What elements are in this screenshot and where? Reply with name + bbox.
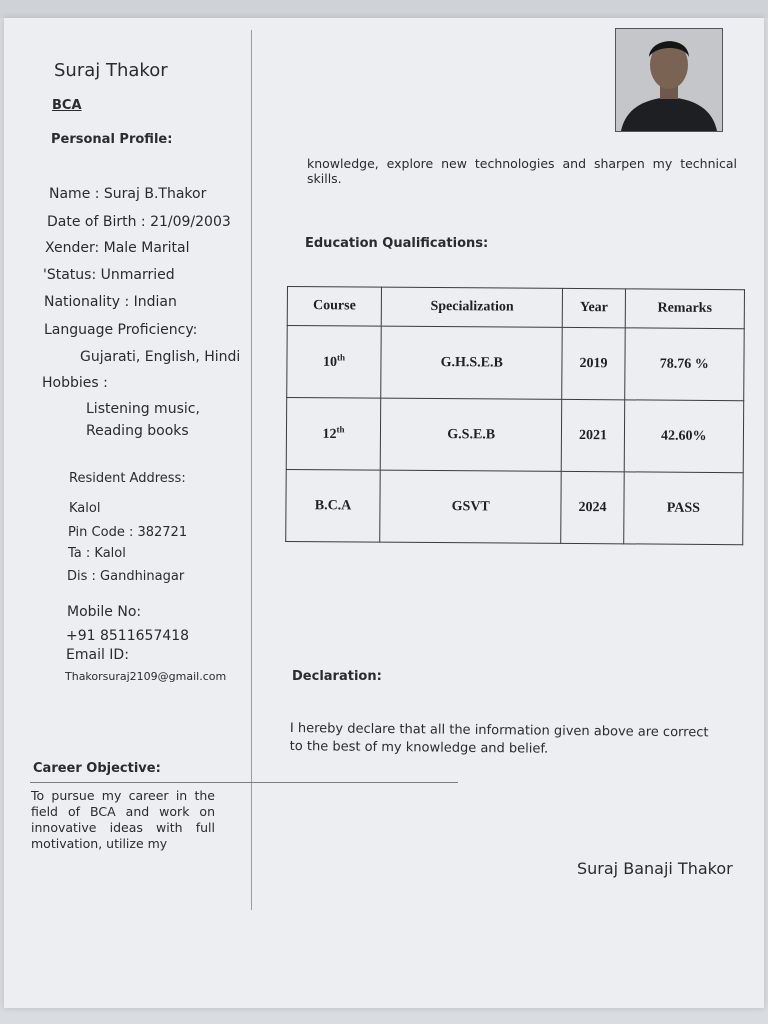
career-objective-text: To pursue my career in the field of BCA and work on innovative ideas with full motivation, utilize my xyxy=(31,788,215,851)
signature-name: Suraj Banaji Thakor xyxy=(577,859,733,878)
table-row xyxy=(286,469,743,544)
profile-field-hobby-2: Reading books xyxy=(86,423,189,439)
profile-field-gender: Xender: Male Marital xyxy=(45,240,190,256)
mobile-label: Mobile No: xyxy=(67,604,142,620)
remarks-cell: PASS xyxy=(623,472,743,545)
address-line: Ta : Kalol xyxy=(68,546,126,561)
table-row xyxy=(287,326,744,401)
year-cell: 2024 xyxy=(561,471,624,543)
course-value: 10 xyxy=(322,355,338,371)
table-header-row xyxy=(287,287,744,329)
profile-field-languages: Gujarati, English, Hindi xyxy=(80,349,241,365)
table-row xyxy=(286,398,743,473)
email-label: Email ID: xyxy=(66,647,129,663)
education-heading: Education Qualifications: xyxy=(305,236,489,251)
career-divider xyxy=(30,782,458,783)
profile-field-dob: Date of Birth : 21/09/2003 xyxy=(47,214,231,230)
course-value: B.C.A xyxy=(314,497,352,513)
declaration-text: I hereby declare that all the information given above are correct to the best of my knowledge and belief. xyxy=(289,720,709,757)
year-cell: 2021 xyxy=(562,399,625,471)
address-line: Dis : Gandhinagar xyxy=(67,569,185,584)
address-line: Kalol xyxy=(69,501,101,516)
column-header-remarks: Remarks xyxy=(625,289,745,329)
mobile-number: +91 8511657418 xyxy=(66,628,190,644)
address-heading: Resident Address: xyxy=(69,471,186,486)
course-value: 12 xyxy=(322,427,337,443)
course-cell xyxy=(286,469,381,542)
email-address: Thakorsuraj2109@gmail.com xyxy=(65,670,227,683)
course-cell xyxy=(287,326,382,399)
profile-field-hobby-1: Listening music, xyxy=(86,401,200,417)
column-header-course: Course xyxy=(287,287,381,327)
education-table xyxy=(285,286,745,545)
specialization-cell: GSVT xyxy=(380,470,562,543)
column-header-year: Year xyxy=(563,288,626,327)
profile-field-language-label: Language Proficiency: xyxy=(44,322,198,338)
course-cell xyxy=(286,398,381,471)
specialization-cell: G.S.E.B xyxy=(380,398,562,471)
year-cell: 2019 xyxy=(562,327,625,399)
course-superscript: th xyxy=(336,424,345,435)
column-divider xyxy=(251,30,252,910)
address-line: Pin Code : 382721 xyxy=(68,525,188,540)
degree-label: BCA xyxy=(52,98,82,113)
candidate-name: Suraj Thakor xyxy=(54,60,168,81)
profile-field-status: 'Status: Unmarried xyxy=(43,267,175,283)
remarks-cell: 42.60% xyxy=(624,400,744,473)
remarks-cell: 78.76 % xyxy=(624,328,744,401)
career-objective-continuation: knowledge, explore new technologies and sharpen my technical skills. xyxy=(307,156,737,186)
profile-field-hobbies-label: Hobbies : xyxy=(42,375,108,391)
profile-photo xyxy=(615,28,723,132)
personal-profile-heading: Personal Profile: xyxy=(51,132,173,147)
profile-field-name: Name : Suraj B.Thakor xyxy=(49,186,207,202)
column-header-specialization: Specialization xyxy=(381,287,562,327)
specialization-cell: G.H.S.E.B xyxy=(381,326,563,399)
profile-field-nationality: Nationality : Indian xyxy=(44,294,177,310)
career-objective-heading: Career Objective: xyxy=(33,761,161,776)
background-strip xyxy=(0,0,768,18)
declaration-heading: Declaration: xyxy=(292,669,382,684)
course-superscript: th xyxy=(337,352,346,363)
